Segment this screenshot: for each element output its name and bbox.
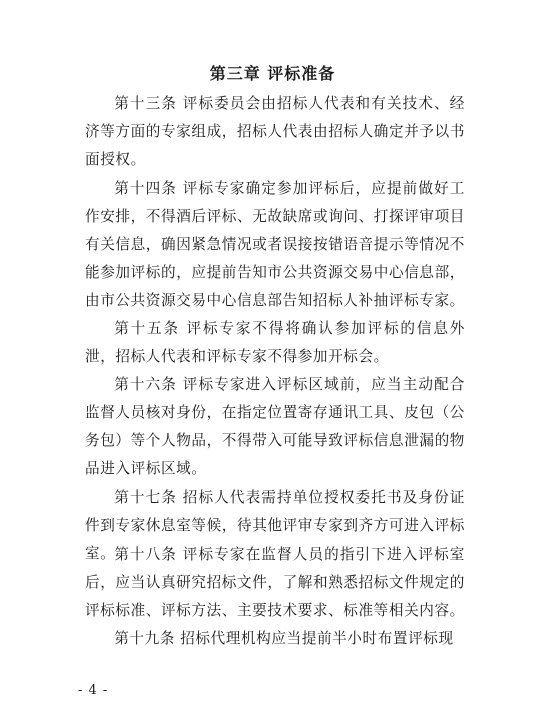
article-19: 第十九条 招标代理机构应当提前半小时布置评标现 — [114, 630, 454, 647]
article-13: 第十三条 评标委员会由招标人代表和有关技术、经济等方面的专家组成，招标人代表由招标人确定并予以书面授权。 — [85, 95, 465, 168]
chapter-title: 第三章 评标准备 — [209, 64, 336, 83]
article-17: 第十七条 招标人代表需持单位授权委托书及身份证件到专家休息室等候，待其他评审专家到齐方可进入评标室。 — [85, 489, 465, 562]
article-14: 第十四条 评标专家确定参加评标后，应提前做好工作安排，不得酒后评标、无故缺席或询问、打探评审项目有关信息，确因紧急情况或者误接按错语音提示等情况不能参加评标的，应提前告知市公共资源交易中心信息部，由市公共资源交易中心信息部告知招标人补抽评标专家。 — [85, 180, 465, 309]
article-16: 第十六条 评标专家进入评标区域前，应当主动配合监督人员核对身份，在指定位置寄存通讯工具、皮包（公务包）等个人物品，不得带入可能导致评标信息泄漏的物品进入评标区域。 — [85, 376, 465, 477]
article-15: 第十五条 评标专家不得将确认参加评标的信息外泄，招标人代表和评标专家不得参加开标会。 — [85, 320, 465, 365]
article-18: 第十八条 评标专家在监督人员的指引下进入评标室后，应当认真研究招标文件，了解和熟悉招标文件规定的评标标准、评标方法、主要技术要求、标准等相关内容。 — [85, 546, 465, 619]
page-number: - 4 - — [78, 683, 109, 698]
